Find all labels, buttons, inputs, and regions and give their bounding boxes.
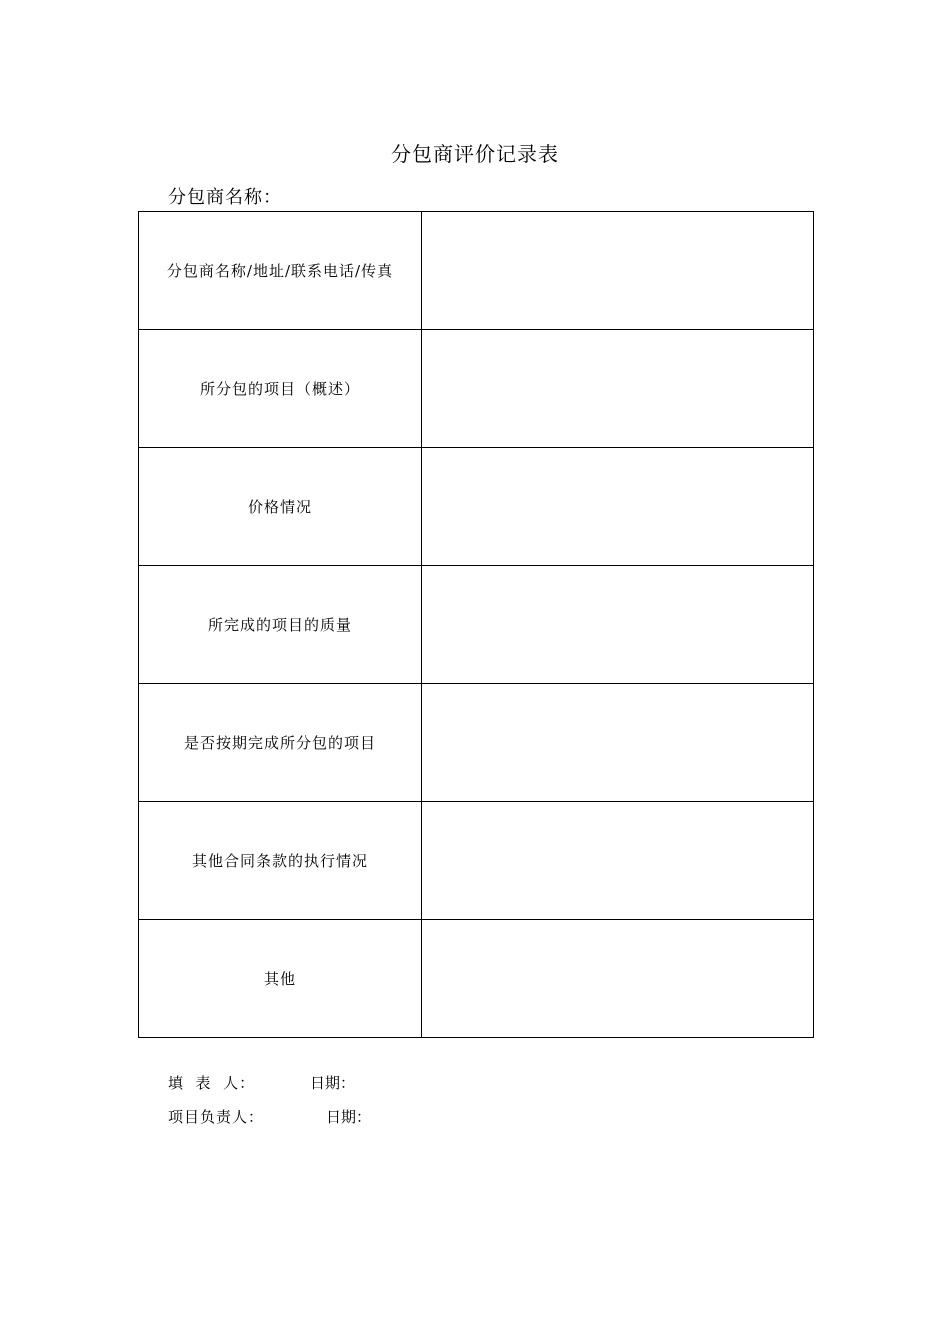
table-row bbox=[139, 802, 814, 920]
manager-date-label: 日期： bbox=[326, 1108, 372, 1126]
form-title: 分包商评价记录表 bbox=[391, 142, 559, 166]
manager-signature-line bbox=[168, 1107, 371, 1127]
row-value-field[interactable] bbox=[422, 920, 814, 1038]
table-row bbox=[139, 448, 814, 566]
filler-signature-line bbox=[168, 1073, 355, 1093]
row-label: 其他 bbox=[139, 920, 422, 1038]
filler-label: 填 表 人： bbox=[168, 1074, 256, 1092]
manager-label: 项目负责人： bbox=[168, 1108, 265, 1126]
table-row bbox=[139, 566, 814, 684]
row-label: 其他合同条款的执行情况 bbox=[139, 802, 422, 920]
row-value-field[interactable] bbox=[422, 802, 814, 920]
row-value-field[interactable] bbox=[422, 448, 814, 566]
row-value-field[interactable] bbox=[422, 212, 814, 330]
row-label: 所分包的项目（概述） bbox=[139, 330, 422, 448]
filler-date-label: 日期： bbox=[310, 1074, 356, 1092]
row-label: 是否按期完成所分包的项目 bbox=[139, 684, 422, 802]
row-label: 分包商名称/地址/联系电话/传真 bbox=[139, 212, 422, 330]
table-row bbox=[139, 684, 814, 802]
subcontractor-name-label: 分包商名称： bbox=[168, 187, 282, 208]
row-label: 价格情况 bbox=[139, 448, 422, 566]
row-value-field[interactable] bbox=[422, 566, 814, 684]
row-value-field[interactable] bbox=[422, 684, 814, 802]
table-row bbox=[139, 212, 814, 330]
table-row bbox=[139, 330, 814, 448]
table-row bbox=[139, 920, 814, 1038]
evaluation-table bbox=[138, 211, 814, 1038]
row-value-field[interactable] bbox=[422, 330, 814, 448]
row-label: 所完成的项目的质量 bbox=[139, 566, 422, 684]
